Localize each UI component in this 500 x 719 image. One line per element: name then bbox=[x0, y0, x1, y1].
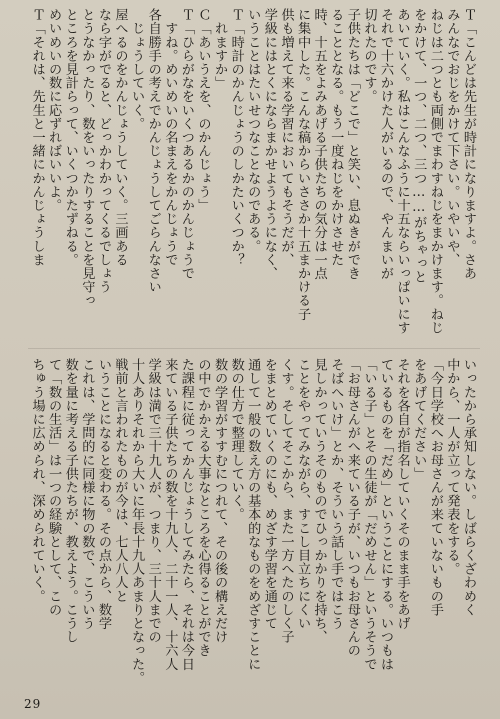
text-column: 見しかっていうそのものでひっかかりを持ち、 bbox=[312, 358, 327, 644]
text-column: 「いる子」とその生徒が「だめせん」というそうで bbox=[361, 358, 377, 671]
text-column: ところを見計らって、いくつかたずねる。 bbox=[63, 8, 78, 267]
page-number: 29 bbox=[24, 697, 42, 711]
text-column: くす。そしてそこから、また一方へたのしく子 bbox=[278, 358, 294, 644]
text-column: に集中した。こんな稿からいささか十五まかける子 bbox=[295, 8, 311, 321]
text-column: ことをやってみながら、すこし目立ちにくい bbox=[295, 358, 311, 630]
text-column: ちゅう場に広められ、深められていく。 bbox=[29, 358, 45, 603]
text-column: ることとなる。もう一度ねじをかけさせた bbox=[328, 8, 344, 267]
text-column: めいめいの数に応ずればいいよ。 bbox=[46, 8, 62, 212]
text-column: ねじは二つとも両側でまわすねじをまかけます。ねじ bbox=[428, 8, 443, 335]
upper-text-band bbox=[30, 8, 478, 344]
text-column: をかけて、一つ、二つ、三つ……がちゃっと bbox=[411, 8, 427, 284]
text-column: 子供たちは「どこで」と笑い、息ぬきができ bbox=[345, 8, 360, 280]
text-column: をまとめていくのにも、めざす学習を通じて bbox=[262, 358, 277, 630]
text-column: とうなかったり、数をいったりすることを見守っ bbox=[79, 8, 95, 308]
text-column: Ｔ「時計のかんじょうのしかたいくつか？ bbox=[229, 8, 244, 267]
text-column: あいていく。私はこんなふうに十五ならいっぱいにす bbox=[395, 8, 410, 335]
text-column: Ｔ「ひらがなをいくつあるかのかんじょうで bbox=[179, 8, 194, 280]
text-column: をあげてください」 bbox=[411, 358, 427, 481]
text-column: Ｃ「あいうえを、のかんじょう」 bbox=[195, 8, 211, 212]
text-column: いったから承知しない。しばらくざわめく bbox=[461, 358, 476, 617]
text-column: そばへいけ」とか、そういう話し手ではこう bbox=[328, 358, 344, 630]
text-column: Ｔ「こんどは先生が時計になりますよ。さあ bbox=[461, 8, 476, 280]
text-column: Ｔ「それは、先生と一緒にかんじょうしま bbox=[29, 8, 45, 267]
lower-text-band bbox=[30, 358, 478, 694]
text-column: た課程に従ってかんじょうしてみたら、それは今日 bbox=[179, 358, 194, 671]
text-column: 学級にはとくにならまかせようようになく、 bbox=[262, 8, 277, 280]
text-column: れますか」 bbox=[212, 8, 228, 90]
text-column: の中でかかえる大事なところを心得ることができ bbox=[195, 358, 211, 658]
text-column: 来ている子供たちの数を十九人、二十一人、十六人 bbox=[162, 358, 178, 671]
band-divider bbox=[28, 348, 480, 349]
text-column: なら字がでると、どっかわかってくるでしょう bbox=[96, 8, 111, 294]
text-column: 数の学習がすすむにつれて、その後の構えだけ bbox=[212, 358, 228, 644]
text-column: それで十六かけた人がいるので、やんまいが bbox=[378, 8, 394, 280]
text-column: 十人ありそれから大いに年長十九人あまりとなった。 bbox=[129, 358, 145, 685]
text-column: じょうしていく。 bbox=[129, 8, 145, 131]
text-column: 中から、一人が立って発表をする。 bbox=[444, 358, 460, 576]
text-column: て「数の生活」は一つの経験として、この bbox=[46, 358, 62, 617]
text-column: 時、十五をよみあげる子供たちの気分は一点 bbox=[312, 8, 327, 280]
text-column: 戦前と言われたものが今は、七人八人と bbox=[112, 358, 128, 603]
text-column: 各自勝手の考えでかんじょうしてごらんなさい bbox=[146, 8, 161, 294]
text-column: いうことはたいせつなことなのである。 bbox=[245, 8, 261, 253]
text-column: それを各自が指名していくそのまま手をあげ bbox=[395, 358, 410, 630]
text-column: これは、学問的に同様に物の数で、こういう bbox=[79, 358, 95, 630]
text-column: 通して一般の数え方の基本的なものをめざすことに bbox=[245, 358, 261, 671]
text-column: すね。めいめいの名まえをかんじょうで bbox=[162, 8, 178, 267]
text-column: いうことになると変わる。その点から、数学 bbox=[96, 358, 111, 630]
text-column: 学級は満で三十九人が、つまり、三十人までの bbox=[146, 358, 161, 644]
text-column: 「お母さんがへ来ている子が、いつもお母さんの bbox=[345, 358, 360, 658]
text-column: みんなでおじをかけて下さい。いやいや、 bbox=[444, 8, 460, 267]
text-column: 数を量に考える子供たちが、教えよう。こうし bbox=[63, 358, 78, 644]
text-column: 屋へるのをかんじょうしていく。三画ある bbox=[112, 8, 128, 267]
text-column: 「今日学校へお母さんが来ていないもの手 bbox=[428, 358, 443, 617]
text-column: ているものを「だめ」ということにする。いつもは bbox=[378, 358, 394, 671]
text-column: 数の仕方で整理していく。 bbox=[229, 358, 244, 522]
text-column: 切れたのです。 bbox=[361, 8, 377, 104]
text-column: 供も増えて来る学習においてもそうだが、 bbox=[278, 8, 294, 267]
